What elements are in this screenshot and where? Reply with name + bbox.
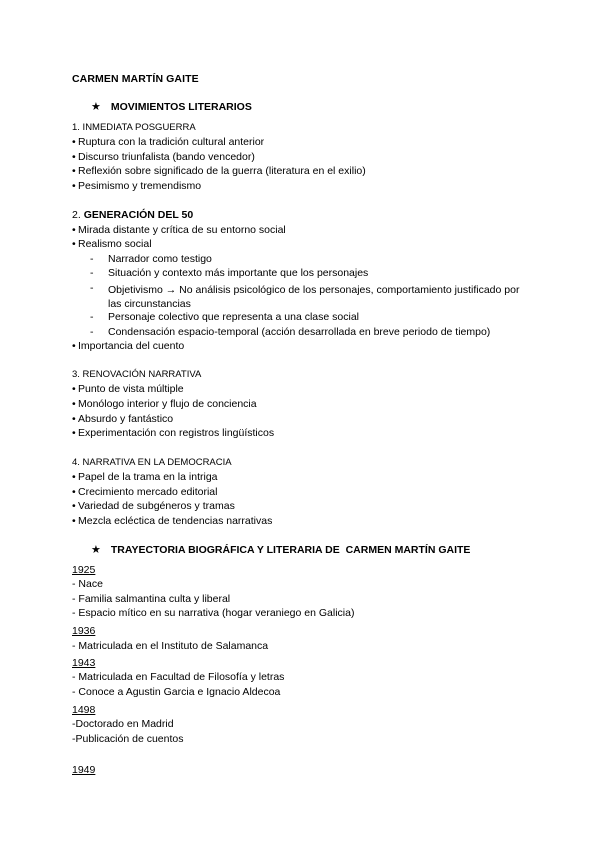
bullet-icon: • <box>72 238 76 250</box>
star-icon: ★ <box>91 544 101 556</box>
section-heading-movimientos <box>91 102 252 113</box>
sub-list-item <box>90 268 368 279</box>
list-item <box>72 152 255 163</box>
bullet-icon: • <box>72 486 76 498</box>
list-item <box>72 166 366 177</box>
timeline-line: -Publicación de cuentos <box>72 733 184 745</box>
list-item-text: Discurso triunfalista (bando vencedor) <box>78 151 255 163</box>
section-heading-text: MOVIMIENTOS LITERARIOS <box>110 101 252 113</box>
document-title: CARMEN MARTÍN GAITE <box>72 73 199 85</box>
bullet-icon: • <box>72 165 76 177</box>
sub-list-item-text: Objetivismo → No análisis psicológico de los personajes, comportamiento justificado por las circunstancias <box>108 284 520 310</box>
list-item <box>72 384 184 395</box>
bullet-icon: • <box>72 500 76 512</box>
list-item-text: Realismo social <box>78 238 152 250</box>
list-item-text: Importancia del cuento <box>78 340 185 352</box>
dash-icon: - <box>90 311 94 323</box>
sub-list-item-text: Narrador como testigo <box>108 253 212 265</box>
group-title-narrativa-democracia: 4. NARRATIVA EN LA DEMOCRACIA <box>72 457 232 468</box>
bullet-icon: • <box>72 515 76 527</box>
dash-icon: - <box>90 267 94 279</box>
sub-list-item-text: Situación y contexto más importante que los personajes <box>108 267 369 279</box>
bullet-icon: • <box>72 340 76 352</box>
group-title-inmediata-posguerra: 1. INMEDIATA POSGUERRA <box>72 122 196 133</box>
list-item-text: Pesimismo y tremendismo <box>78 180 202 192</box>
list-item-text: Mirada distante y crítica de su entorno social <box>78 224 286 236</box>
list-item <box>72 181 201 192</box>
bullet-icon: • <box>72 471 76 483</box>
list-item-text: Experimentación con registros lingüísticos <box>78 427 275 439</box>
bullet-icon: • <box>72 224 76 236</box>
list-item <box>72 399 257 410</box>
list-item-text: Ruptura con la tradición cultural anterior <box>78 136 265 148</box>
bullet-icon: • <box>72 180 76 192</box>
group-title-bold: GENERACIÓN DEL 50 <box>83 209 194 221</box>
group-title-generacion-50 <box>72 210 193 221</box>
bullet-icon: • <box>72 383 76 395</box>
list-item <box>72 341 184 352</box>
timeline-line: - Matriculada en el Instituto de Salamanca <box>72 640 269 652</box>
timeline-year: 1949 <box>72 764 96 776</box>
list-item <box>72 516 272 527</box>
timeline-line: -Doctorado en Madrid <box>72 718 174 730</box>
list-item-text: Mezcla ecléctica de tendencias narrativas <box>78 515 273 527</box>
list-item <box>72 239 152 250</box>
timeline-year: 1925 <box>72 564 96 576</box>
list-item <box>72 501 235 512</box>
list-item <box>72 414 173 425</box>
sub-list-item-text: Personaje colectivo que representa a una clase social <box>108 311 359 323</box>
bullet-icon: • <box>72 427 76 439</box>
star-icon: ★ <box>91 101 101 113</box>
group-title-renovacion-narrativa: 3. RENOVACIÓN NARRATIVA <box>72 369 202 380</box>
sub-list-item <box>90 327 490 338</box>
bullet-icon: • <box>72 151 76 163</box>
dash-icon: - <box>90 326 94 338</box>
group-number: 2. <box>72 209 81 221</box>
list-item-text: Monólogo interior y flujo de conciencia <box>78 398 257 410</box>
dash-icon: - <box>90 253 94 265</box>
timeline-year: 1943 <box>72 657 96 669</box>
list-item <box>72 472 218 483</box>
sub-list-item <box>90 254 212 265</box>
sub-list-item <box>90 312 359 323</box>
timeline-line: - Espacio mítico en su narrativa (hogar veraniego en Galicia) <box>72 607 355 619</box>
section-heading-text: TRAYECTORIA BIOGRÁFICA Y LITERARIA DE CARMEN MARTÍN GAITE <box>110 544 471 556</box>
list-item-text: Variedad de subgéneros y tramas <box>78 500 235 512</box>
list-item-text: Crecimiento mercado editorial <box>78 486 218 498</box>
dash-icon: - <box>90 282 94 294</box>
bullet-icon: • <box>72 398 76 410</box>
list-item-text: Reflexión sobre significado de la guerra (literatura en el exilio) <box>78 165 366 177</box>
list-item <box>72 487 217 498</box>
list-item-text: Absurdo y fantástico <box>78 413 174 425</box>
sub-list-item <box>90 283 528 311</box>
timeline-line: - Familia salmantina culta y liberal <box>72 593 231 605</box>
list-item <box>72 428 274 439</box>
timeline-year: 1936 <box>72 625 96 637</box>
list-item <box>72 225 286 236</box>
list-item <box>72 137 264 148</box>
bullet-icon: • <box>72 136 76 148</box>
timeline-line: - Matriculada en Facultad de Filosofía y letras <box>72 671 285 683</box>
sub-list-item-text: Condensación espacio-temporal (acción desarrollada en breve periodo de tiempo) <box>108 326 491 338</box>
list-item-text: Papel de la trama en la intriga <box>78 471 218 483</box>
timeline-year: 1498 <box>72 704 96 716</box>
section-heading-trayectoria <box>91 545 470 556</box>
timeline-line: - Conoce a Agustin Garcia e Ignacio Aldecoa <box>72 686 281 698</box>
bullet-icon: • <box>72 413 76 425</box>
list-item-text: Punto de vista múltiple <box>78 383 184 395</box>
timeline-line: - Nace <box>72 578 103 590</box>
